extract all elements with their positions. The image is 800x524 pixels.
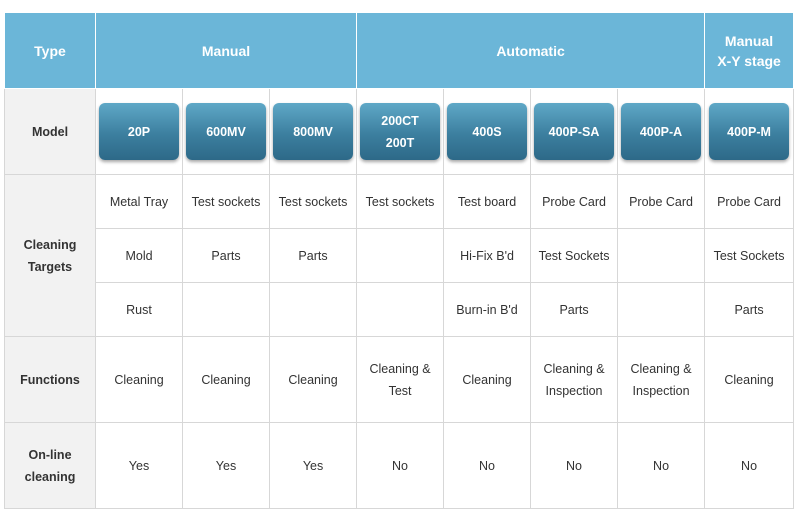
header-automatic: Automatic <box>357 13 705 89</box>
model-button-200ct-200t[interactable] <box>360 103 440 160</box>
table-cell: Cleaning <box>270 337 357 423</box>
table-cell: No <box>444 423 531 509</box>
header-row <box>5 13 794 89</box>
table-cell: Mold <box>96 229 183 283</box>
table-cell <box>183 283 270 337</box>
table-cell: No <box>531 423 618 509</box>
table-cell: Yes <box>183 423 270 509</box>
model-label: 400P-A <box>639 124 683 139</box>
model-cell <box>96 89 183 175</box>
header-manual-xy-line2: X-Y stage <box>717 52 781 69</box>
row-label-model: Model <box>5 89 96 175</box>
table-cell: Test sockets <box>357 175 444 229</box>
table-cell: Cleaning <box>183 337 270 423</box>
model-button-400p-sa[interactable] <box>534 103 614 160</box>
table-cell <box>531 337 618 423</box>
cell-line: Inspection <box>632 383 690 398</box>
header-type: Type <box>5 13 96 89</box>
table-cell <box>357 283 444 337</box>
table-cell: Probe Card <box>618 175 705 229</box>
table-cell: Test sockets <box>183 175 270 229</box>
row-label-cleaning-targets-line2: Targets <box>27 259 73 274</box>
cell-line: Inspection <box>545 383 603 398</box>
cell-line: Cleaning & <box>369 361 431 376</box>
model-label: 400P-SA <box>548 124 600 139</box>
row-label-functions: Functions <box>5 337 96 423</box>
model-button-400p-a[interactable] <box>621 103 701 160</box>
model-cell <box>270 89 357 175</box>
header-manual: Manual <box>96 13 357 89</box>
table-cell <box>618 229 705 283</box>
model-button-400s[interactable] <box>447 103 527 160</box>
model-button-600mv[interactable] <box>186 103 266 160</box>
table-cell: Parts <box>270 229 357 283</box>
table-cell: Cleaning <box>705 337 794 423</box>
header-manual-xy <box>705 13 794 89</box>
table-cell: No <box>705 423 794 509</box>
header-manual-xy-line1: Manual <box>724 32 774 49</box>
row-label-online-cleaning <box>5 423 96 509</box>
model-cell <box>357 89 444 175</box>
cell-line: Test <box>388 383 412 398</box>
model-button-800mv[interactable] <box>273 103 353 160</box>
table-cell <box>618 337 705 423</box>
table-cell: Cleaning <box>96 337 183 423</box>
table-cell: Parts <box>705 283 794 337</box>
cell-line: Cleaning & <box>543 361 605 376</box>
table-cell: Parts <box>531 283 618 337</box>
table-cell: Yes <box>96 423 183 509</box>
table-cell: Probe Card <box>531 175 618 229</box>
functions-row <box>5 337 794 423</box>
targets-row-1 <box>5 175 794 229</box>
model-row <box>5 89 794 175</box>
table-cell: Metal Tray <box>96 175 183 229</box>
online-cleaning-row <box>5 423 794 509</box>
model-button-400p-m[interactable] <box>709 103 789 160</box>
table-cell: Test sockets <box>270 175 357 229</box>
table-cell: Hi-Fix B'd <box>444 229 531 283</box>
table-cell <box>357 229 444 283</box>
table-cell: No <box>618 423 705 509</box>
table-cell <box>357 337 444 423</box>
table-cell: No <box>357 423 444 509</box>
model-label: 200CT <box>381 113 419 128</box>
comparison-table <box>4 12 794 509</box>
model-cell <box>618 89 705 175</box>
table-cell: Rust <box>96 283 183 337</box>
table-cell <box>270 283 357 337</box>
table-cell: Probe Card <box>705 175 794 229</box>
model-label: 400P-M <box>727 124 771 139</box>
row-label-online-line2: cleaning <box>24 469 76 484</box>
cell-line: Cleaning & <box>630 361 692 376</box>
model-label: 400S <box>472 124 502 139</box>
row-label-cleaning-targets <box>5 175 96 337</box>
targets-row-3 <box>5 283 794 337</box>
model-cell <box>531 89 618 175</box>
model-label: 20P <box>127 124 151 139</box>
row-label-online-line1: On-line <box>28 447 72 462</box>
targets-row-2 <box>5 229 794 283</box>
table-cell: Test board <box>444 175 531 229</box>
table-cell: Test Sockets <box>531 229 618 283</box>
table-cell: Burn-in B'd <box>444 283 531 337</box>
model-cell <box>705 89 794 175</box>
table-cell: Parts <box>183 229 270 283</box>
model-cell <box>444 89 531 175</box>
spec-table-frame <box>4 12 793 512</box>
row-label-cleaning-targets-line1: Cleaning <box>23 237 77 252</box>
table-cell: Test Sockets <box>705 229 794 283</box>
table-cell: Cleaning <box>444 337 531 423</box>
model-cell <box>183 89 270 175</box>
model-label: 800MV <box>293 124 333 139</box>
table-cell <box>618 283 705 337</box>
model-label: 600MV <box>206 124 246 139</box>
table-cell: Yes <box>270 423 357 509</box>
model-button-20p[interactable] <box>99 103 179 160</box>
model-label: 200T <box>385 135 415 150</box>
